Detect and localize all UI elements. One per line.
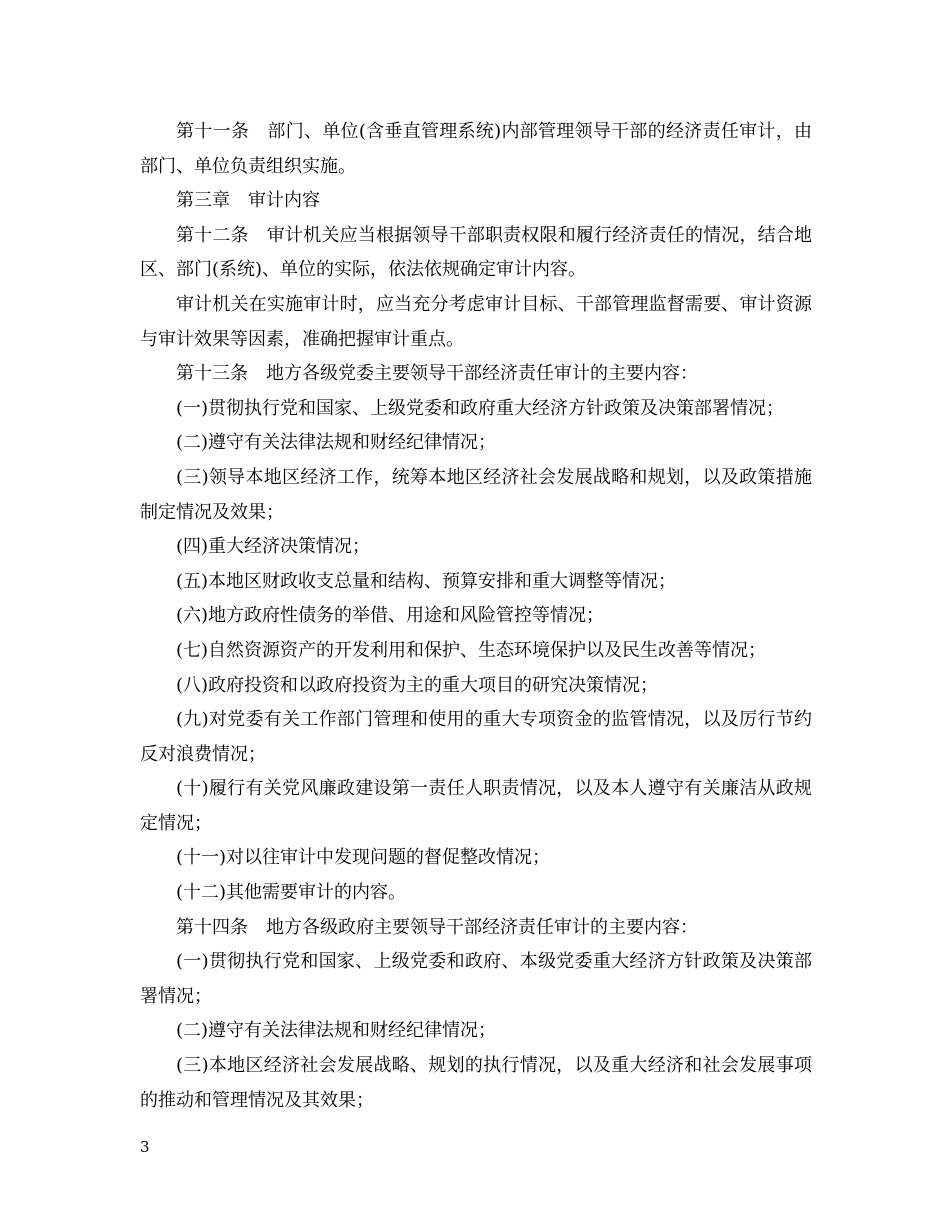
list-item: (九)对党委有关工作部门管理和使用的重大专项资金的监管情况，以及厉行节约反对浪费情况； <box>140 709 812 765</box>
list-item: (一)贯彻执行党和国家、上级党委和政府重大经济方针政策及决策部署情况； <box>176 397 785 419</box>
list-item: (二)遵守有关法律法规和财经纪律情况； <box>176 432 497 454</box>
paragraph-article-13: 第十三条 地方各级党委主要领导干部经济责任审计的主要内容： <box>176 363 698 385</box>
list-item: (三)领导本地区经济工作，统筹本地区经济社会发展战略和规划，以及政策措施制定情况及效果； <box>140 466 812 523</box>
document-body <box>140 115 812 1118</box>
list-item: (二)遵守有关法律法规和财经纪律情况； <box>176 1020 497 1042</box>
list-item: (五)本地区财政收支总量和结构、预算安排和重大调整等情况； <box>176 570 677 592</box>
paragraph-article-11: 第十一条 部门、单位(含垂直管理系统)内部管理领导干部的经济责任审计，由部门、单位负责组织实施。 <box>140 121 812 177</box>
list-item: (四)重大经济决策情况； <box>176 536 371 558</box>
paragraph-article-14: 第十四条 地方各级政府主要领导干部经济责任审计的主要内容： <box>176 916 698 938</box>
list-item: (十二)其他需要审计的内容。 <box>176 882 407 904</box>
page-number: 3 <box>140 1138 150 1156</box>
list-item: (七)自然资源资产的开发利用和保护、生态环境保护以及民生改善等情况； <box>176 639 767 661</box>
list-item: (三)本地区经济社会发展战略、规划的执行情况，以及重大经济和社会发展事项的推动和管理情况及其效果； <box>140 1055 812 1111</box>
list-item: (八)政府投资和以政府投资为主的重大项目的研究决策情况； <box>176 674 659 696</box>
list-item: (十一)对以往审计中发现问题的督促整改情况； <box>176 847 551 869</box>
list-item: (一)贯彻执行党和国家、上级党委和政府、本级党委重大经济方针政策及决策部署情况； <box>140 951 812 1007</box>
chapter-heading: 第三章 审计内容 <box>176 190 320 212</box>
list-item: (十)履行有关党风廉政建设第一责任人职责情况，以及本人遵守有关廉洁从政规定情况； <box>140 778 812 834</box>
paragraph-audit-focus: 审计机关在实施审计时，应当充分考虑审计目标、干部管理监督需要、审计资源与审计效果等因素，准确把握审计重点。 <box>140 293 812 350</box>
list-item: (六)地方政府性债务的举借、用途和风险管控等情况； <box>176 605 605 627</box>
paragraph-article-12: 第十二条 审计机关应当根据领导干部职责权限和履行经济责任的情况，结合地区、部门(系统)、单位的实际，依法依规确定审计内容。 <box>140 224 812 281</box>
